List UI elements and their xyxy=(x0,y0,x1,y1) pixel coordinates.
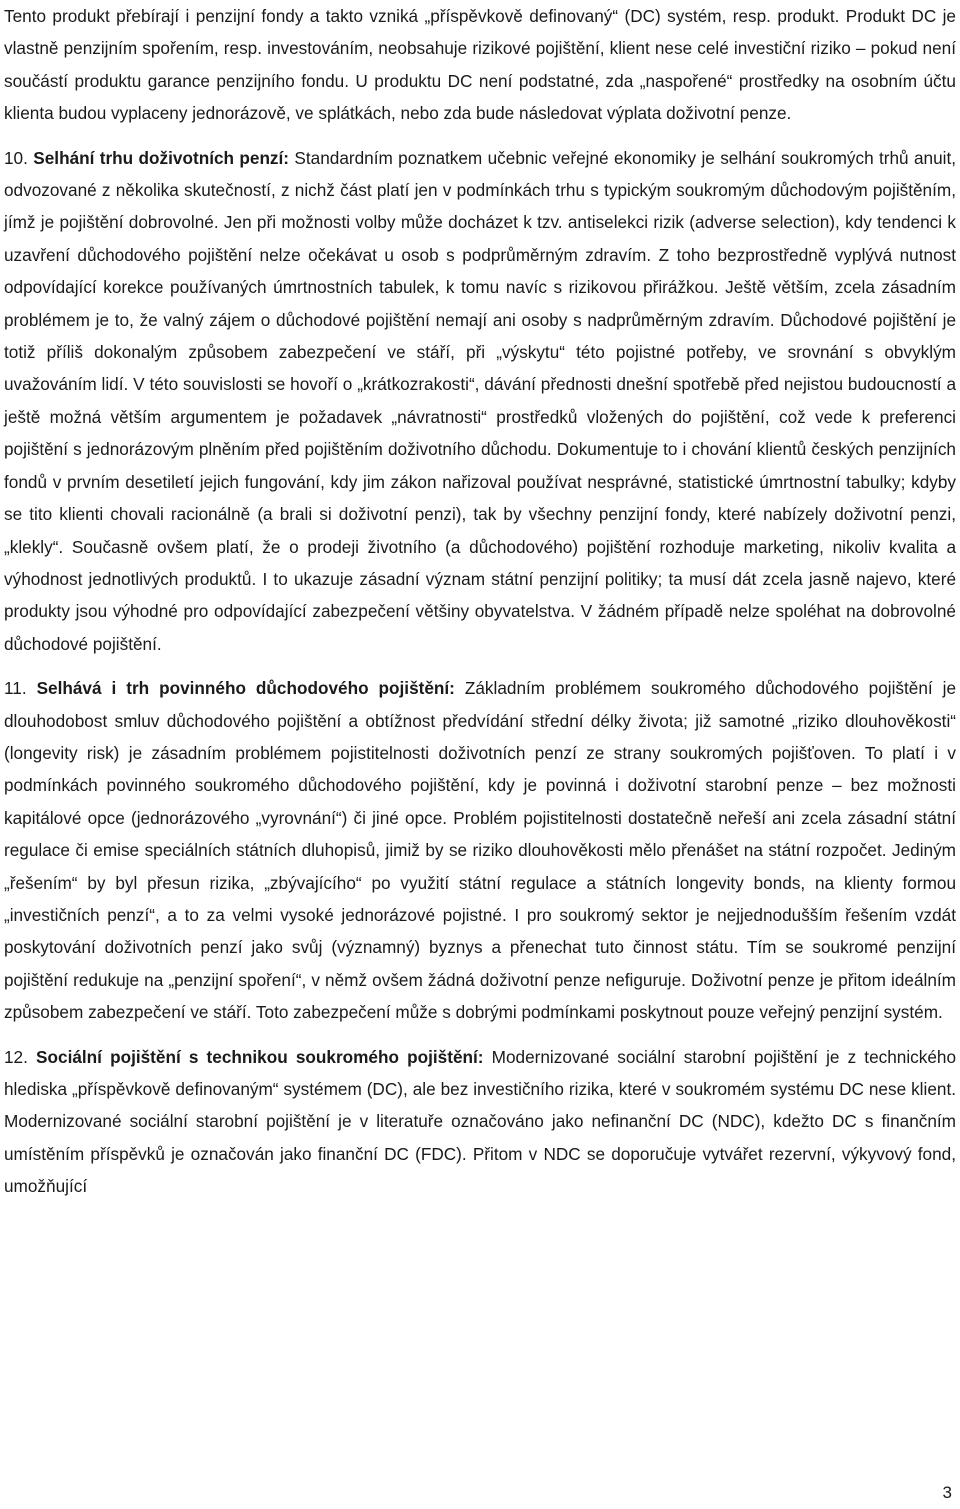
paragraph-heading: Selhání trhu doživotních penzí: xyxy=(33,147,290,168)
paragraph-text: Základním problémem soukromého důchodového pojištění je dlouhodobost smluv důchodového pojištění a obtížnost předvídání střední délky života; již samotné „riziko dlouhověkosti“ (longevity risk) je zásadním problémem pojistitelnosti doživotních penzí ze strany soukromých pojišťoven. To platí i v podmínkách povinného soukromého důchodového pojištění, kdy je povinná i doživotní starobní penze – bez možnosti kapitálové opce (jednorázového „vyrovnání“) či jiné opce. Problém pojistitelnosti dostatečně neřeší ani zcela zásadní státní regulace či emise speciálních státních dluhopisů, jimiž by se riziko dlouhověkosti mělo přenášet na státní rozpočet. Jediným „řešením“ by byl přesun rizika, „zbývajícího“ po využití státní regulace a státních longevity bonds, na klienty formou „investičních penzí“, a to za velmi vysoké jednorázové pojistné. I pro soukromý sektor je nejjednodušším řešením vzdát poskytování doživotních penzí jako svůj (významný) byznys a přenechat tuto činnost státu. Tím se soukromé penzijní pojištění redukuje na „penzijní spoření“, v němž ovšem žádná doživotní penze nefiguruje. Doživotní penze je přitom ideálním způsobem zabezpečení ve stáří. Toto zabezpečení může s dobrými podmínkami poskytnout pouze veřejný penzijní systém. xyxy=(4,678,957,1023)
paragraph-text: Standardním poznatkem učebnic veřejné ekonomiky je selhání soukromých trhů anuit, odvozované z několika skutečností, z nichž část platí jen v podmínkách trhu s typickým soukromým důchodovým pojištěním, jímž je pojištění dobrovolné. Jen při možnosti volby může docházet k tzv. antiselekci rizik (adverse selection), kdy tendenci k uzavření důchodového pojištění nelze očekávat u osob s podprůměrným zdravím. Z toho bezprostředně vyplývá nutnost odpovídající korekce používaných úmrtnostních tabulek, k tomu navíc s rizikovou přirážkou. Ještě větším, zcela zásadním problémem je to, že valný zájem o důchodové pojištění nemají ani osoby s nadprůměrným zdravím. Důchodové pojištění je totiž příliš dokonalým způsobem zabezpečení ve stáří, při „výskytu“ této pojistné potřeby, ve srovnání s obvyklým uvažováním lidí. V této souvislosti se hovoří o „krátkozrakosti“, dávání přednosti dnešní spotřebě před nejistou budoucností a ještě možná větším argumentem je požadavek „návratnosti“ prostředků vložených do pojištění, což vede k preferenci pojištění s jednorázovým plněním před pojištěním doživotního důchodu. Dokumentuje to i chování klientů českých penzijních fondů v prvním desetiletí jejich fungování, kdy jim zákon nařizoval používat nesprávné, statistické úmrtnostní tabulky; kdyby se tito klienti chovali racionálně (a brali si doživotní penzi), tak by všechny penzijní fondy, které nabízely doživotní penzi, „klekly“. Současně ovšem platí, že o prodeji životního (a důchodového) pojištění rozhoduje marketing, nikoliv kvalita a výhodnost jednotlivých produktů. I to ukazuje zásadní význam státní penzijní politiky; ta musí dát zcela jasně najevo, které produkty jsou výhodné pro odpovídající zabezpečení většiny obyvatelstva. V žádném případě nelze spoléhat na dobrovolné důchodové pojištění. xyxy=(4,147,957,654)
paragraph-text: Tento produkt přebírají i penzijní fondy a takto vzniká „příspěvkově definovaný“ (DC) systém, resp. produkt. Produkt DC je vlastně penzijním spořením, resp. investováním, neobsahuje rizikové pojištění, klient nese celé investiční riziko – pokud není součástí produktu garance penzijního fondu. U produktu DC není podstatné, zda „naspořené“ prostředky na osobním účtu klienta budou vyplaceny jednorázově, ve splátkách, nebo zda bude následovat výplata doživotní penze. xyxy=(4,6,956,124)
paragraph-heading: Selhává i trh povinného důchodového pojištění: xyxy=(36,678,455,699)
paragraph-dc-product xyxy=(4,0,956,130)
paragraph-number: 12. xyxy=(4,1046,28,1067)
page-number: 3 xyxy=(942,1483,952,1502)
paragraph-heading: Sociální pojištění s technikou soukromého pojištění: xyxy=(36,1046,484,1067)
paragraph-number: 10. xyxy=(4,147,28,168)
paragraph-12 xyxy=(4,1041,956,1203)
paragraph-11 xyxy=(4,672,956,1028)
paragraph-number: 11. xyxy=(4,678,27,699)
document-page xyxy=(4,0,956,1203)
paragraph-10 xyxy=(4,142,956,661)
paragraph-text: Modernizované sociální starobní pojištění je z technického hlediska „příspěvkově definovaným“ systémem (DC), ale bez investičního rizika, které v soukromém systému DC nese klient. Modernizované sociální starobní pojištění je v literatuře označováno jako nefinanční DC (NDC), kdežto DC s finančním umístěním příspěvků je označován jako finanční DC (FDC). Přitom v NDC se doporučuje vytvářet rezervní, výkyvový fond, umožňující xyxy=(4,1046,957,1197)
